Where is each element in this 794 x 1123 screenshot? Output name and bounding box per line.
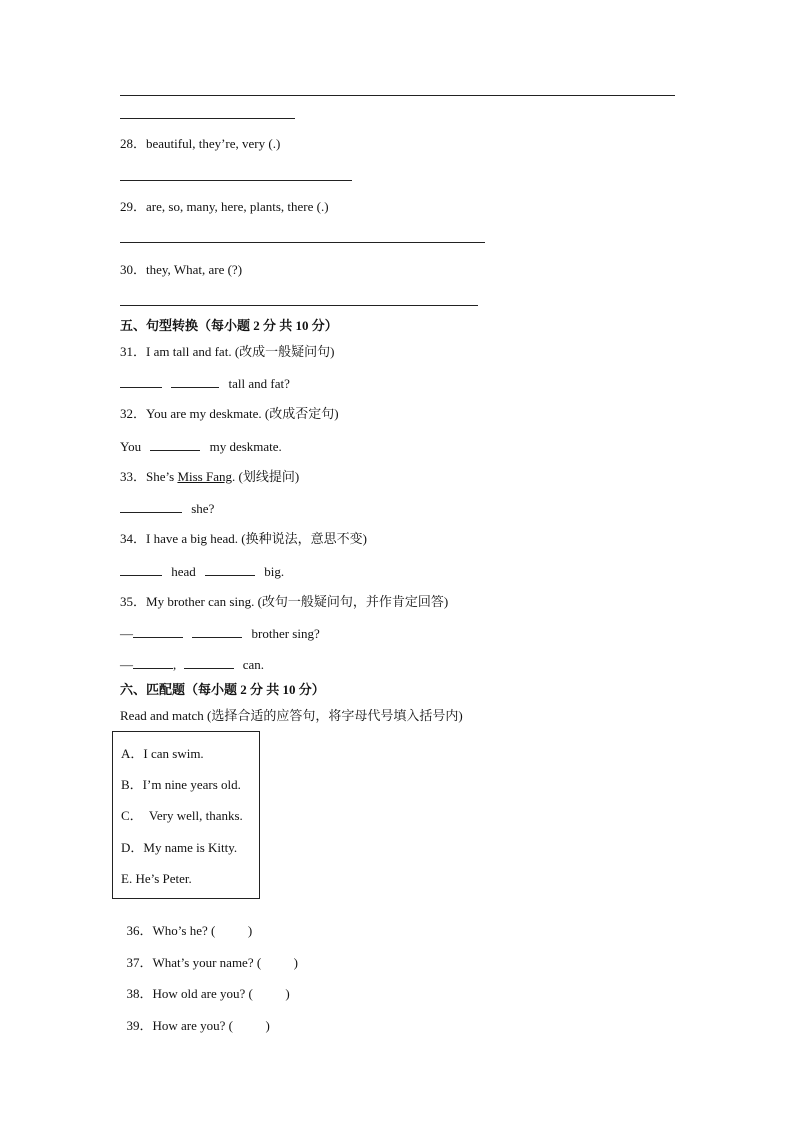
- question-35: [120, 594, 448, 610]
- option-b: B．I’m nine years old.: [121, 777, 241, 792]
- question-37[interactable]: [120, 939, 298, 971]
- answer-text: You: [120, 439, 142, 454]
- answer-text: tall and fat?: [228, 376, 290, 391]
- blank[interactable]: [205, 563, 255, 576]
- question-text: beautiful, they’re, very (.): [146, 136, 281, 151]
- blank[interactable]: [184, 656, 234, 669]
- answer-text: can.: [242, 657, 265, 672]
- question-number: 31．: [120, 344, 147, 359]
- question-number: 35．: [120, 594, 147, 609]
- answer-text: head: [171, 564, 196, 579]
- option-e: E. He’s Peter.: [121, 871, 192, 886]
- question-number: 33．: [120, 469, 147, 484]
- question-text: they, What, are (?): [146, 262, 243, 277]
- question-number: 39．: [126, 1018, 153, 1033]
- blank[interactable]: [133, 625, 183, 638]
- answer-33: [120, 500, 214, 517]
- answer-32: [120, 438, 282, 455]
- question-text: I am tall and fat. (改成一般疑问句): [146, 344, 335, 359]
- blank[interactable]: [192, 625, 242, 638]
- section-6-title: 六、匹配题（每小题 2 分 共 10 分）: [120, 682, 325, 697]
- blank[interactable]: [133, 656, 173, 669]
- blank[interactable]: [120, 563, 162, 576]
- blank[interactable]: [120, 375, 162, 388]
- question-31: [120, 344, 334, 360]
- question-29: [120, 199, 329, 215]
- question-text: How old are you? ( ): [152, 986, 290, 1001]
- question-32: [120, 406, 339, 422]
- question-number: 38．: [126, 986, 153, 1001]
- answer-31: [120, 375, 290, 392]
- question-text: She’s: [146, 469, 178, 484]
- options-box: [112, 731, 260, 899]
- comma: ,: [173, 657, 177, 672]
- question-number: 36．: [126, 923, 153, 938]
- answer-line-30[interactable]: [120, 305, 478, 306]
- question-38[interactable]: [120, 970, 290, 1002]
- question-number: 28．: [120, 136, 147, 151]
- section-5-title: 五、句型转换（每小题 2 分 共 10 分）: [120, 318, 338, 333]
- underlined-phrase: Miss Fang: [177, 469, 232, 484]
- question-number: 34．: [120, 531, 147, 546]
- answer-line-top-long: [120, 95, 675, 96]
- question-text: . (划线提问): [231, 469, 300, 484]
- answer-line-28[interactable]: [120, 180, 352, 181]
- blank[interactable]: [120, 500, 182, 513]
- option-a: A．I can swim.: [121, 746, 204, 761]
- option-d: D．My name is Kitty.: [121, 840, 238, 855]
- question-text: are, so, many, here, plants, there (.): [146, 199, 329, 214]
- question-text: Who’s he? ( ): [152, 923, 253, 938]
- answer-text: my deskmate.: [209, 439, 282, 454]
- question-34: [120, 531, 367, 547]
- question-28: [120, 136, 280, 152]
- question-30: [120, 262, 242, 278]
- question-36[interactable]: [120, 907, 252, 939]
- section-6-instruction: Read and match (选择合适的应答句，将字母代号填入括号内): [120, 708, 463, 723]
- question-39[interactable]: [120, 1002, 270, 1034]
- answer-35-reply: [120, 656, 264, 673]
- question-number: 30．: [120, 262, 147, 277]
- answer-text: big.: [264, 564, 285, 579]
- dash: —: [120, 657, 133, 672]
- answer-34: [120, 563, 284, 580]
- question-text: My brother can sing. (改句一般疑问句，并作肯定回答): [146, 594, 449, 609]
- question-33: [120, 469, 299, 485]
- question-text: You are my deskmate. (改成否定句): [146, 406, 339, 421]
- question-text: How are you? ( ): [152, 1018, 270, 1033]
- question-text: I have a big head. (换种说法，意思不变): [146, 531, 367, 546]
- question-text: What’s your name? ( ): [152, 955, 298, 970]
- blank[interactable]: [150, 438, 200, 451]
- dash: —: [120, 626, 133, 641]
- answer-line-top-short: [120, 118, 295, 119]
- question-number: 32．: [120, 406, 147, 421]
- answer-35-question: [120, 625, 320, 642]
- option-c: C． Very well, thanks.: [121, 808, 243, 823]
- blank[interactable]: [171, 375, 219, 388]
- question-number: 37．: [126, 955, 153, 970]
- answer-text: she?: [191, 501, 215, 516]
- question-number: 29．: [120, 199, 147, 214]
- answer-text: brother sing?: [251, 626, 320, 641]
- answer-line-29[interactable]: [120, 242, 485, 243]
